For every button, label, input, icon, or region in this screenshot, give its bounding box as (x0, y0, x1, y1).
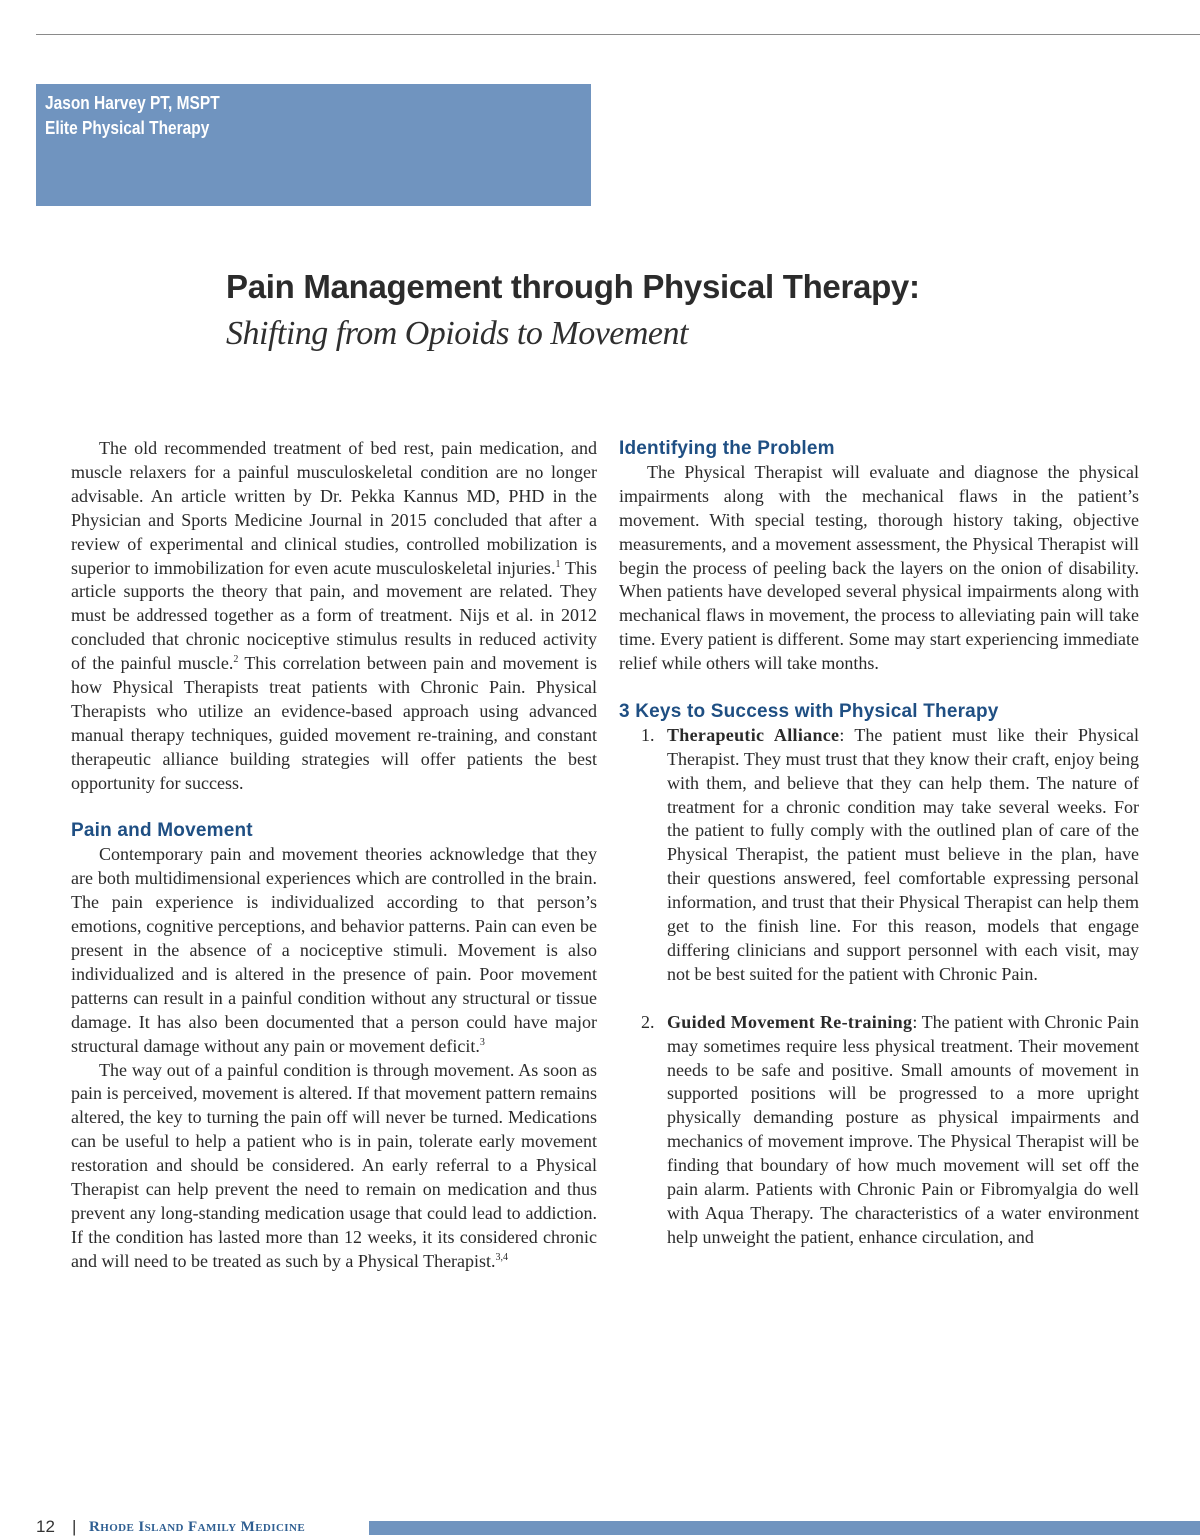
page-number: 12 (36, 1517, 55, 1536)
author-name: Jason Harvey PT, MSPT (45, 93, 220, 113)
footnote-ref: 2 (233, 654, 239, 666)
left-column (71, 437, 597, 1274)
identifying-paragraph: The Physical Therapist will evaluate and diagnose the physical impairments along with the mechanical flaws in the patient’s movement. With special testing, thorough history taking, objective measurements, and a movement assessment, the Physical Therapist will begin the process of peeling back the layers on the onion of disability. When patients have developed several physical impairments along with mechanical flaws in movement, the process to alleviating pain will take time. Every patient is different. Some may start experiencing immediate relief while others will take months. (619, 461, 1139, 674)
journal-name: Rhode Island Family Medicine (89, 1519, 306, 1535)
footer-separator: | (72, 1517, 77, 1536)
section-heading-pain-movement: Pain and Movement (71, 820, 253, 842)
author-box (36, 84, 591, 206)
pain-movement-paragraph-1: Contemporary pain and movement theories acknowledge that they are both multidimensional experiences which are controlled in the brain. The pain experience is individualized according to that person’s emotions, cognitive perceptions, and behavior patterns. Pain can even be present in the absence of a nociceptive stimuli. Movement is also individualized and is altered in the presence of pain. Poor movement patterns can result in a painful condition without any structural or tissue damage. It has also been documented that a person could have major structural damage without any pain or movement deficit.$^3$ (71, 844, 597, 1056)
pain-movement-paragraph-2: The way out of a painful condition is through movement. As soon as pain is perceived, movement is altered. If that movement pattern remains altered, the key to turning the pain off will never be turned. Medications can be useful to help a patient who is in pain, tolerate early movement restoration and should be considered. An early referral to a Physical Therapist can help prevent the need to remain on medication and thus prevent any long-standing medication usage that could lead to addiction. If the condition has lasted more than 12 weeks, it its considered chronic and will need to be treated as such by a Physical Therapist.$^{3,4}$ (71, 1059, 597, 1271)
list-item: 1. Therapeutic Alliance: The patient must like their Physical Therapist. They must trust that they know their craft, enjoy being with them, and believe that they can help them. The nature of treatment for a chronic condition may take several weeks. For the patient to fully comply with the outlined plan of care of the Physical Therapist, the patient must believe in the plan, have their questions answered, feel comfortable expressing personal information, and trust that their Physical Therapist can help them get to the finish line. For this reason, models that engage differing clinicians and support personnel with each visit, may not be best suited for the patient with Chronic Pain. (641, 724, 1139, 984)
footer-bar (369, 1521, 1200, 1535)
footnote-ref: 3,4 (495, 1251, 509, 1263)
top-rule (36, 34, 1200, 35)
footnote-ref: 1 (555, 558, 561, 570)
section-heading-keys: 3 Keys to Success with Physical Therapy (619, 700, 999, 722)
section-heading-identifying: Identifying the Problem (619, 438, 835, 459)
right-column (619, 437, 1139, 1250)
article-subtitle: Shifting from Opioids to Movement (226, 315, 688, 352)
footnote-ref: 3 (479, 1036, 485, 1048)
author-affiliation: Elite Physical Therapy (45, 118, 210, 138)
intro-paragraph: The old recommended treatment of bed rest, pain medication, and muscle relaxers for a painful musculoskeletal condition are no longer advisable. An article written by Dr. Pekka Kannus MD, PHD in the Physician and Sports Medicine Journal in 2015 concluded that after a review of experimental and clinical studies, controlled mobilization is superior to immobilization for even acute musculoskeletal injuries.$^1$ This article supports the theory that pain, and movement are related. They must be addressed together as a form of treatment. Nijs et al. in 2012 concluded that chronic nociceptive stimulus results in reduced activity of the painful muscle.$^2$ This correlation between pain and movement is how Physical Therapists treat patients with Chronic Pain. Physical Therapists who utilize an evidence-based approach using advanced manual therapy techniques, guided movement re-training, and constant therapeutic alliance building strategies will offer patients the best opportunity for success. (71, 438, 597, 793)
article-title: Pain Management through Physical Therapy: (226, 268, 920, 305)
list-item: 2. Guided Movement Re-training: The patient with Chronic Pain may sometimes require less physical treatment. Their movement needs to be safe and positive. Small amounts of movement in supported positions will be progressed to a more upright physically demanding posture as physical impairments and mechanics of movement improve. The Physical Therapist will be finding that boundary of how much movement will set off the pain alarm. Patients with Chronic Pain or Fibromyalgia do well with Aqua Therapy. The characteristics of a water environment help unweight the patient, enhance circulation, and (641, 1011, 1139, 1247)
